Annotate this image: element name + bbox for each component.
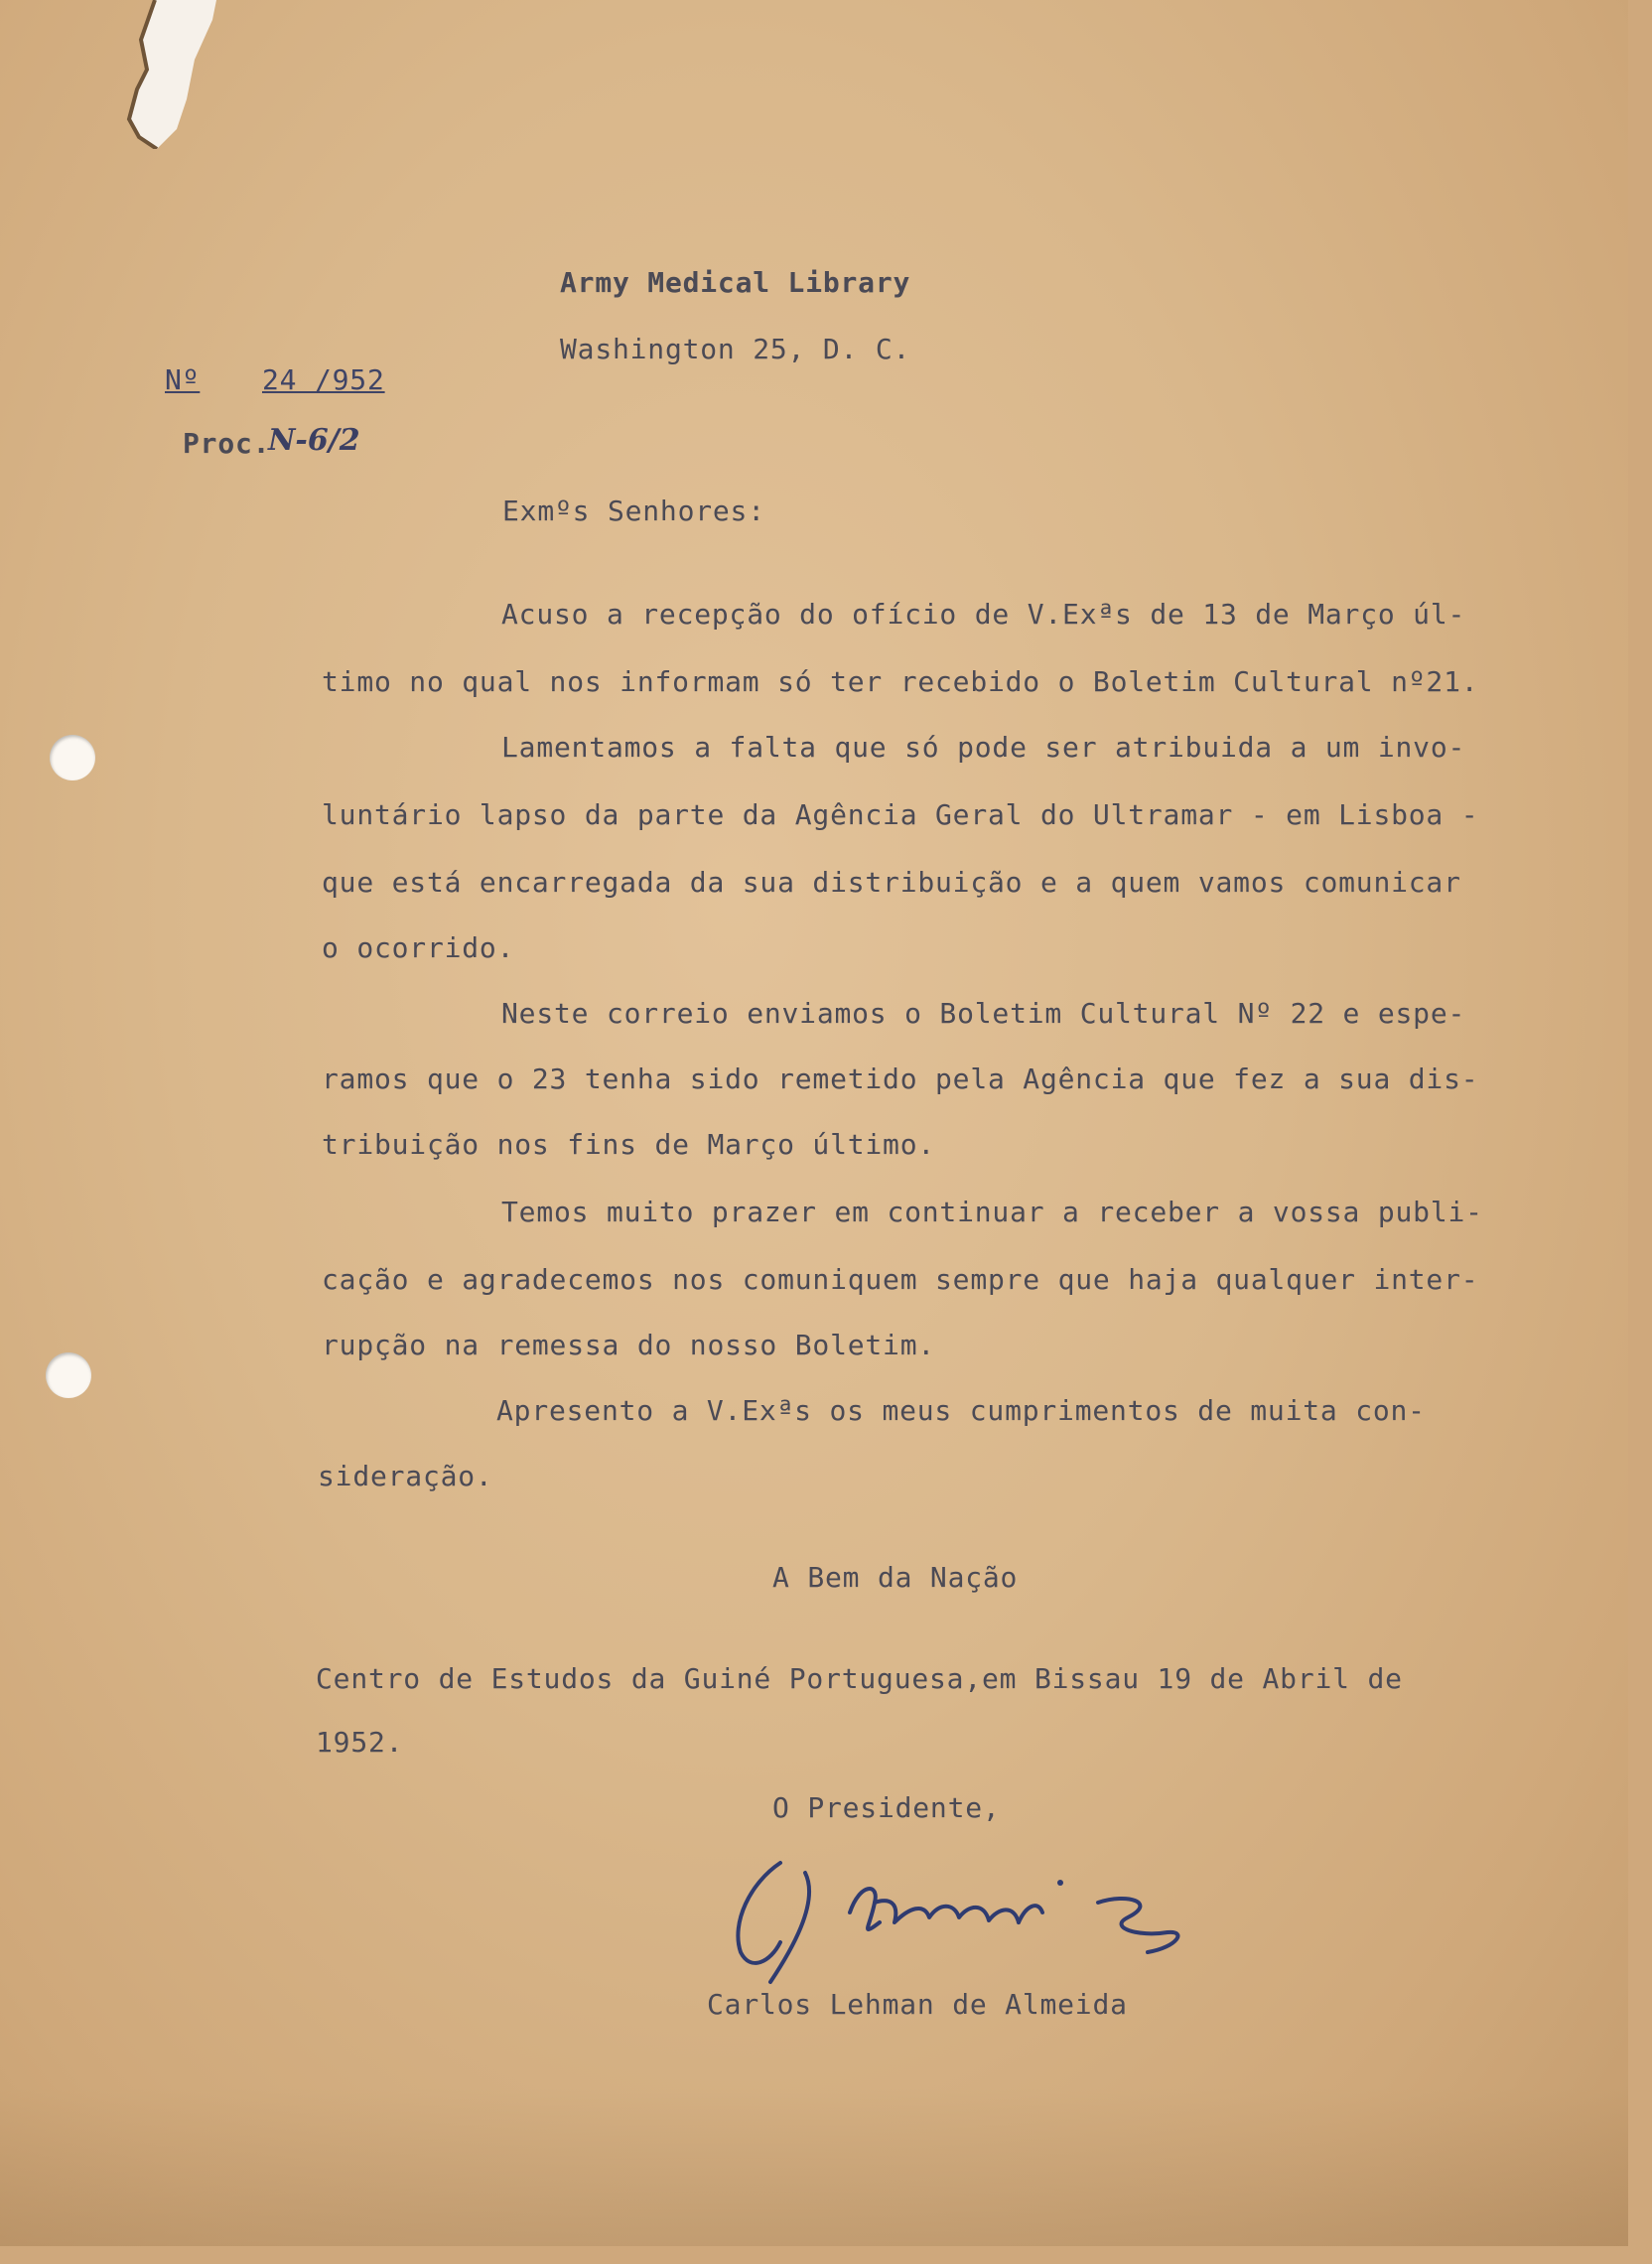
place-date-line-1: Centro de Estudos da Guiné Portuguesa,em Bissau 19 de Abril de [316,1662,1403,1695]
reference-number-value: 24 /952 [262,363,385,396]
signatory-role: O Presidente, [772,1791,1001,1824]
body-line-1: Acuso a recepção do ofício de V.Exªs de 13 de Março úl- [501,598,1466,631]
punch-hole-top [50,735,95,780]
body-line-3: Lamentamos a falta que só pode ser atribuida a um invo- [501,731,1466,764]
handwritten-signature [711,1843,1247,1992]
body-line-13: Apresento a V.Exªs os meus cumprimentos de muita con- [496,1394,1426,1427]
punch-hole-bottom [46,1352,91,1398]
body-line-11: cação e agradecemos nos comuniquem sempre que haja qualquer inter- [322,1263,1479,1296]
signatory-name: Carlos Lehman de Almeida [707,1988,1128,2021]
body-line-12: rupção na remessa do nosso Boletim. [322,1329,936,1361]
reference-proc-value: N-6/2 [268,423,360,458]
reference-proc-label: Proc. [183,427,271,460]
place-date-line-2: 1952. [316,1726,404,1759]
body-line-7: Neste correio enviamos o Boletim Cultural Nº 22 e espe- [501,997,1466,1030]
header-line-1: Army Medical Library [560,266,911,299]
body-line-14: sideração. [318,1460,493,1492]
body-line-9: tribuição nos fins de Março último. [322,1128,936,1161]
body-line-4: luntário lapso da parte da Agência Geral do Ultramar - em Lisboa - [322,798,1479,831]
header-line-2: Washington 25, D. C. [560,333,911,365]
closing-motto: A Bem da Nação [772,1561,1019,1594]
body-line-8: ramos que o 23 tenha sido remetido pela Agência que fez a sua dis- [322,1062,1479,1095]
body-line-5: que está encarregada da sua distribuição e a quem vamos comunicar [322,866,1461,899]
torn-corner [117,0,216,149]
body-line-6: o ocorrido. [322,931,515,964]
body-line-2: timo no qual nos informam só ter recebido o Boletim Cultural nº21. [322,665,1479,698]
salutation: Exmºs Senhores: [502,495,765,527]
reference-number-label: Nº [165,363,201,396]
body-line-10: Temos muito prazer em continuar a receber a vossa publi- [501,1196,1483,1228]
